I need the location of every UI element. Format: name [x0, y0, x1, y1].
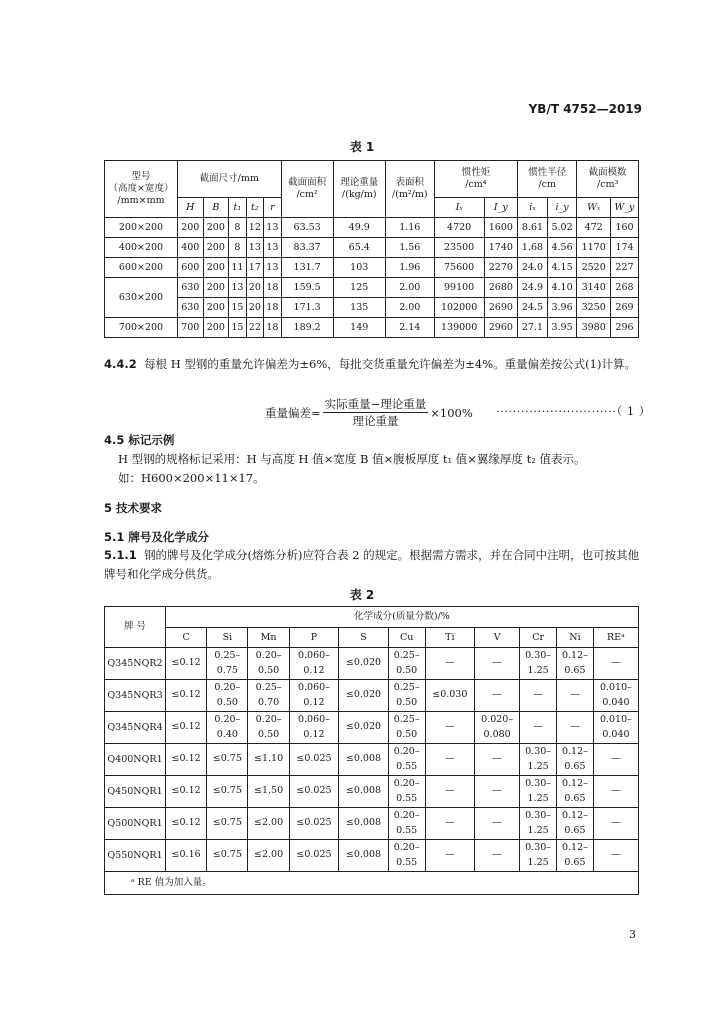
t1-value-cell: 400	[178, 238, 204, 258]
t1-value-cell: 8	[229, 238, 246, 258]
t1-model-cell: 630×200	[105, 278, 178, 318]
t2-value-cell: —	[425, 776, 475, 808]
t2-value-cell: ≤0.12	[166, 744, 207, 776]
t1-value-cell: 200	[203, 318, 229, 338]
t2-grade-cell: Q345NQR4	[105, 712, 166, 744]
clause-4-4-2	[104, 355, 644, 374]
clause-number: 5.1.1	[104, 548, 137, 562]
t1-header-modulus: 截面模数 /cm³	[577, 161, 639, 198]
t1-value-cell: 15	[229, 298, 246, 318]
t1-subheader-cell: i_y	[547, 198, 577, 218]
t2-grade-cell: Q450NQR1	[105, 776, 166, 808]
section-5-title: 5 技术要求	[104, 501, 163, 515]
t2-grade-cell: Q400NQR1	[105, 744, 166, 776]
t1-header-radius: 惯性半径 /cm	[518, 161, 577, 198]
table-row	[105, 680, 639, 712]
t2-value-cell: —	[593, 840, 638, 872]
t2-value-cell: —	[475, 744, 520, 776]
t1-value-cell: 200	[203, 238, 229, 258]
t1-value-cell: 4.15	[547, 258, 577, 278]
t1-value-cell: 171.3	[281, 298, 333, 318]
t1-value-cell: 1.68	[518, 238, 548, 258]
t2-value-cell: ≤0.030	[425, 680, 475, 712]
t1-value-cell: 630	[178, 298, 204, 318]
t1-value-cell: 99100	[434, 278, 484, 298]
t2-value-cell: 0.20– 0.55	[388, 840, 425, 872]
t2-value-cell: ≤0.75	[207, 840, 248, 872]
t2-grade-cell: Q550NQR1	[105, 840, 166, 872]
table1	[104, 160, 639, 338]
t2-grade-cell: Q345NQR2	[105, 648, 166, 680]
t2-value-cell: —	[475, 648, 520, 680]
t1-value-cell: 159.5	[281, 278, 333, 298]
t2-element-header: Cr	[520, 628, 557, 648]
table-row	[105, 840, 639, 872]
t1-value-cell: 18	[264, 278, 281, 298]
t1-value-cell: 269	[610, 298, 638, 318]
t2-value-cell: ≤0.025	[289, 776, 339, 808]
t1-model-cell: 400×200	[105, 238, 178, 258]
t2-value-cell: 0.010– 0.040	[593, 680, 638, 712]
t1-subheader-cell: Wₓ	[577, 198, 611, 218]
t2-value-cell: 0.20– 0.55	[388, 776, 425, 808]
table-row	[105, 218, 639, 238]
t1-value-cell: 12	[246, 218, 263, 238]
section-4-5-title: 4.5 标记示例	[104, 433, 175, 447]
t2-value-cell: 0.25– 0.70	[248, 680, 289, 712]
t2-value-cell: 0.010– 0.040	[593, 712, 638, 744]
t1-subheader-cell: W_y	[610, 198, 638, 218]
t1-value-cell: 1740	[484, 238, 518, 258]
t1-subheader-cell: iₓ	[518, 198, 548, 218]
t1-value-cell: 2.14	[385, 318, 434, 338]
t2-value-cell: 0.12– 0.65	[557, 808, 594, 840]
t2-value-cell: —	[557, 712, 594, 744]
t1-value-cell: 20	[246, 298, 263, 318]
t2-element-header: Si	[207, 628, 248, 648]
t1-header-weight: 理论重量 /(kg/m)	[333, 161, 385, 218]
t1-model-cell: 700×200	[105, 318, 178, 338]
t1-value-cell: 20	[246, 278, 263, 298]
t1-subheader-cell: H	[178, 198, 204, 218]
t1-value-cell: 4.10	[547, 278, 577, 298]
t1-value-cell: 65.4	[333, 238, 385, 258]
t2-element-header: C	[166, 628, 207, 648]
t2-element-header: Cu	[388, 628, 425, 648]
t2-value-cell: ≤0.008	[339, 808, 389, 840]
t2-value-cell: 0.12– 0.65	[557, 744, 594, 776]
t1-value-cell: 8	[229, 218, 246, 238]
t1-value-cell: 24.0	[518, 258, 548, 278]
t1-value-cell: 27.1	[518, 318, 548, 338]
t2-value-cell: 0.25– 0.50	[388, 680, 425, 712]
t2-value-cell: ≤0.12	[166, 712, 207, 744]
t2-value-cell: —	[425, 648, 475, 680]
t2-element-header: S	[339, 628, 389, 648]
table-row	[105, 712, 639, 744]
t2-value-cell: —	[425, 840, 475, 872]
t2-element-header: P	[289, 628, 339, 648]
t2-value-cell: ≤0.12	[166, 808, 207, 840]
t1-value-cell: 24.9	[518, 278, 548, 298]
t1-header-model: 型号 （高度×宽度） /mm×mm	[105, 161, 178, 218]
t1-value-cell: 1.16	[385, 218, 434, 238]
t1-value-cell: 296	[610, 318, 638, 338]
t2-footnote: ᵃ RE 值为加入量。	[105, 872, 639, 895]
t2-value-cell: 0.020– 0.080	[475, 712, 520, 744]
table-row	[105, 258, 639, 278]
t2-value-cell: —	[475, 840, 520, 872]
t2-value-cell: ≤0.025	[289, 808, 339, 840]
t1-value-cell: 3140	[577, 278, 611, 298]
t2-value-cell: —	[593, 648, 638, 680]
table-row	[105, 298, 639, 318]
t1-model-cell: 600×200	[105, 258, 178, 278]
t1-value-cell: 22	[246, 318, 263, 338]
t2-value-cell: 0.12– 0.65	[557, 776, 594, 808]
table-row	[105, 238, 639, 258]
t1-value-cell: 13	[264, 238, 281, 258]
t2-value-cell: ≤0.008	[339, 840, 389, 872]
t2-value-cell: ≤0.75	[207, 744, 248, 776]
t1-value-cell: 200	[178, 218, 204, 238]
t1-value-cell: 4720	[434, 218, 484, 238]
t2-value-cell: ≤0.12	[166, 648, 207, 680]
weight-deviation-formula	[265, 396, 473, 429]
t1-model-cell: 200×200	[105, 218, 178, 238]
t1-value-cell: 174	[610, 238, 638, 258]
t1-value-cell: 135	[333, 298, 385, 318]
t1-value-cell: 125	[333, 278, 385, 298]
clause-text: 钢的牌号及化学成分(熔炼分析)应符合表 2 的规定。根据需方需求，并在合同中注明，也可按其他牌号和化学成分供货。	[104, 548, 640, 581]
t1-subheader-cell: I_y	[484, 198, 518, 218]
t2-value-cell: 0.20– 0.50	[248, 712, 289, 744]
t1-value-cell: 23500	[434, 238, 484, 258]
t2-value-cell: ≤0.12	[166, 680, 207, 712]
t1-value-cell: 2520	[577, 258, 611, 278]
t2-value-cell: ≤0.008	[339, 776, 389, 808]
formula-lhs: 重量偏差=	[265, 405, 321, 420]
t2-value-cell: 0.20– 0.50	[248, 648, 289, 680]
t2-element-header: Mn	[248, 628, 289, 648]
t2-value-cell: 0.20– 0.55	[388, 808, 425, 840]
t2-value-cell: ≤1.50	[248, 776, 289, 808]
t1-subheader-cell: B	[203, 198, 229, 218]
t2-value-cell: —	[425, 712, 475, 744]
section-4-5-line2: 如：H600×200×11×17。	[118, 471, 265, 485]
formula-numerator: 实际重量−理论重量	[324, 397, 427, 411]
t1-header-inertia: 惯性矩 /cm⁴	[434, 161, 517, 198]
table-row	[105, 776, 639, 808]
t1-value-cell: 139000	[434, 318, 484, 338]
t2-value-cell: ≤2.00	[248, 840, 289, 872]
t2-grade-cell: Q345NQR3	[105, 680, 166, 712]
t2-value-cell: —	[593, 744, 638, 776]
t1-value-cell: 472	[577, 218, 611, 238]
t1-value-cell: 3980	[577, 318, 611, 338]
standard-code: YB/T 4752—2019	[528, 102, 642, 116]
table-row	[105, 808, 639, 840]
clause-number: 4.4.2	[104, 357, 137, 371]
t1-value-cell: 17	[246, 258, 263, 278]
t1-value-cell: 200	[203, 278, 229, 298]
t1-value-cell: 2690	[484, 298, 518, 318]
t2-element-header: V	[475, 628, 520, 648]
t1-value-cell: 630	[178, 278, 204, 298]
t2-value-cell: 0.25– 0.50	[388, 648, 425, 680]
t1-value-cell: 200	[203, 298, 229, 318]
t2-value-cell: 0.30– 1.25	[520, 808, 557, 840]
t1-subheader-cell: r	[264, 198, 281, 218]
t2-header-chem: 化学成分(质量分数)/%	[166, 607, 639, 628]
t2-value-cell: —	[475, 808, 520, 840]
t1-value-cell: 103	[333, 258, 385, 278]
t1-value-cell: 227	[610, 258, 638, 278]
t1-value-cell: 5.02	[547, 218, 577, 238]
t2-value-cell: —	[520, 712, 557, 744]
t1-value-cell: 13	[246, 238, 263, 258]
t2-value-cell: ≤0.008	[339, 744, 389, 776]
t2-value-cell: 0.12– 0.65	[557, 840, 594, 872]
t1-value-cell: 189.2	[281, 318, 333, 338]
formula-fraction	[323, 396, 429, 429]
t2-value-cell: 0.060– 0.12	[289, 712, 339, 744]
t2-value-cell: 0.25– 0.50	[388, 712, 425, 744]
t1-value-cell: 3.95	[547, 318, 577, 338]
t1-subheader-cell: t₂	[246, 198, 263, 218]
t2-value-cell: —	[425, 808, 475, 840]
t1-header-area: 截面面积 /cm²	[281, 161, 333, 218]
t2-value-cell: ≤0.75	[207, 808, 248, 840]
t2-value-cell: —	[475, 680, 520, 712]
t2-value-cell: ≤0.020	[339, 712, 389, 744]
t2-value-cell: 0.060– 0.12	[289, 648, 339, 680]
t1-value-cell: 3.96	[547, 298, 577, 318]
t1-value-cell: 200	[203, 258, 229, 278]
t2-value-cell: ≤0.020	[339, 680, 389, 712]
t1-value-cell: 8.61	[518, 218, 548, 238]
t1-value-cell: 75600	[434, 258, 484, 278]
table-row	[105, 318, 639, 338]
formula-denominator: 理论重量	[352, 414, 399, 428]
t1-value-cell: 2680	[484, 278, 518, 298]
t2-value-cell: ≤0.75	[207, 776, 248, 808]
t1-value-cell: 149	[333, 318, 385, 338]
t1-value-cell: 700	[178, 318, 204, 338]
t2-value-cell: 0.12– 0.65	[557, 648, 594, 680]
t1-value-cell: 160	[610, 218, 638, 238]
section-4-5-line1: H 型钢的规格标记采用：H 与高度 H 值×宽度 B 值×腹板厚度 t₁ 值×翼缘厚度 t₂ 值表示。	[118, 452, 586, 466]
t2-value-cell: ≤0.16	[166, 840, 207, 872]
formula-number: ·····························（ 1 ）	[496, 404, 651, 418]
t2-value-cell: 0.30– 1.25	[520, 840, 557, 872]
clause-5-1-1	[104, 546, 644, 584]
t2-element-header: Ni	[557, 628, 594, 648]
section-5-1-title: 5.1 牌号及化学成分	[104, 530, 209, 544]
t1-value-cell: 3250	[577, 298, 611, 318]
t1-value-cell: 13	[264, 258, 281, 278]
t1-value-cell: 1.96	[385, 258, 434, 278]
formula-tail: ×100%	[430, 405, 473, 420]
t1-value-cell: 49.9	[333, 218, 385, 238]
t1-value-cell: 200	[203, 218, 229, 238]
t2-value-cell: 0.25– 0.75	[207, 648, 248, 680]
clause-text: 每根 H 型钢的重量允许偏差为±6%，每批交货重量允许偏差为±4%。重量偏差按公式(1)计算。	[144, 357, 636, 371]
t2-value-cell: —	[425, 744, 475, 776]
t2-value-cell: 0.060– 0.12	[289, 680, 339, 712]
t2-value-cell: 0.30– 1.25	[520, 744, 557, 776]
t1-value-cell: 18	[264, 318, 281, 338]
t1-value-cell: 2270	[484, 258, 518, 278]
t1-value-cell: 13	[229, 278, 246, 298]
t2-value-cell: 0.20– 0.55	[388, 744, 425, 776]
table2-caption: 表 2	[349, 588, 375, 602]
t2-element-header: Ti	[425, 628, 475, 648]
t1-value-cell: 13	[264, 218, 281, 238]
t1-value-cell: 18	[264, 298, 281, 318]
t1-value-cell: 24.5	[518, 298, 548, 318]
table-row	[105, 278, 639, 298]
table1-caption: 表 1	[349, 140, 375, 154]
t2-value-cell: ≤0.025	[289, 744, 339, 776]
t2-value-cell: 0.30– 1.25	[520, 648, 557, 680]
t1-value-cell: 1.56	[385, 238, 434, 258]
t2-value-cell: 0.20– 0.50	[207, 680, 248, 712]
t2-value-cell: ≤2.00	[248, 808, 289, 840]
t1-header-section: 截面尺寸/mm	[178, 161, 282, 198]
t1-value-cell: 1170	[577, 238, 611, 258]
t1-value-cell: 2.00	[385, 278, 434, 298]
table-row	[105, 648, 639, 680]
page-number: 3	[629, 928, 636, 941]
t2-element-header: REᵃ	[593, 628, 638, 648]
t2-value-cell: 0.20– 0.40	[207, 712, 248, 744]
t1-value-cell: 2960	[484, 318, 518, 338]
t2-value-cell: —	[520, 680, 557, 712]
t2-value-cell: —	[475, 776, 520, 808]
t1-value-cell: 600	[178, 258, 204, 278]
t1-value-cell: 11	[229, 258, 246, 278]
t2-value-cell: —	[593, 808, 638, 840]
t2-value-cell: ≤0.025	[289, 840, 339, 872]
t1-value-cell: 63.53	[281, 218, 333, 238]
t2-value-cell: ≤1.10	[248, 744, 289, 776]
t1-value-cell: 4.56	[547, 238, 577, 258]
t1-value-cell: 102000	[434, 298, 484, 318]
table2	[104, 606, 639, 895]
t1-header-surface: 表面积 /(m²/m)	[385, 161, 434, 218]
t2-value-cell: ≤0.12	[166, 776, 207, 808]
t2-value-cell: —	[593, 776, 638, 808]
t1-value-cell: 268	[610, 278, 638, 298]
table-row	[105, 744, 639, 776]
t1-value-cell: 1600	[484, 218, 518, 238]
t2-value-cell: —	[557, 680, 594, 712]
t1-value-cell: 15	[229, 318, 246, 338]
t1-subheader-cell: Iₓ	[434, 198, 484, 218]
t2-value-cell: ≤0.020	[339, 648, 389, 680]
t1-value-cell: 2.00	[385, 298, 434, 318]
t2-header-grade: 牌 号	[105, 607, 166, 648]
t2-value-cell: 0.30– 1.25	[520, 776, 557, 808]
t1-value-cell: 83.37	[281, 238, 333, 258]
t2-grade-cell: Q500NQR1	[105, 808, 166, 840]
t1-value-cell: 131.7	[281, 258, 333, 278]
t1-subheader-cell: t₁	[229, 198, 246, 218]
